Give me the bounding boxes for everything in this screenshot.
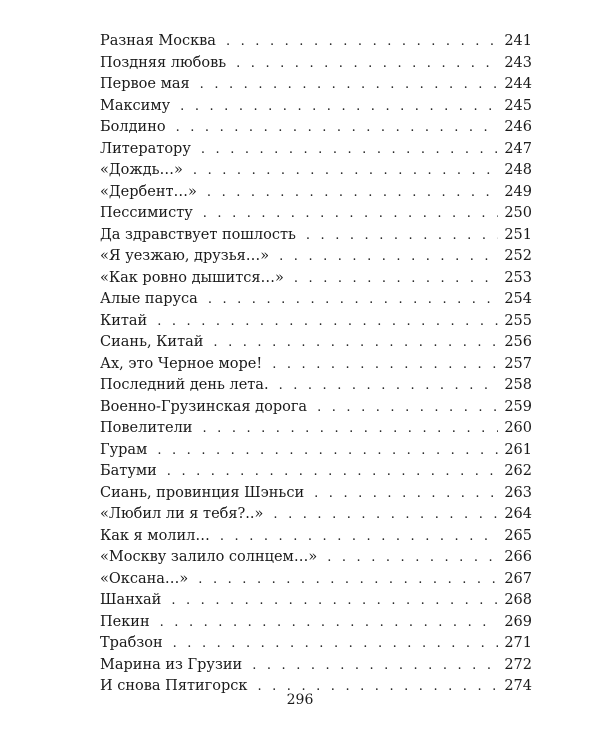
toc-entry-page-number: 264 bbox=[504, 506, 532, 522]
dot-leader bbox=[193, 160, 498, 182]
toc-entry-title: «Дождь…» bbox=[100, 162, 183, 178]
toc-entry-title: Батуми bbox=[100, 463, 157, 479]
toc-entry[interactable] bbox=[100, 483, 532, 505]
toc-entry-title: Марина из Грузии bbox=[100, 656, 243, 673]
toc-entry-page-number: 266 bbox=[504, 549, 532, 565]
toc-entry-page-number: 268 bbox=[504, 592, 532, 608]
toc-entry-title: Повелители bbox=[100, 420, 193, 436]
toc-entry[interactable] bbox=[100, 504, 532, 526]
toc-entry[interactable] bbox=[100, 289, 532, 311]
dot-leader bbox=[317, 397, 498, 419]
toc-entry[interactable] bbox=[100, 526, 532, 548]
toc-entry[interactable] bbox=[100, 397, 532, 419]
dot-leader bbox=[207, 182, 498, 204]
toc-entry[interactable] bbox=[100, 375, 532, 397]
toc-entry-page-number: 248 bbox=[504, 162, 532, 178]
toc-entry[interactable] bbox=[100, 225, 532, 247]
dot-leader bbox=[160, 612, 499, 634]
toc-entry-page-number: 263 bbox=[504, 484, 532, 501]
dot-leader bbox=[279, 246, 498, 268]
toc-entry-title: Как я молил… bbox=[100, 527, 210, 544]
toc-entry-title: «Москву залило солнцем…» bbox=[100, 549, 318, 565]
dot-leader bbox=[202, 418, 498, 440]
toc-entry-page-number: 245 bbox=[504, 97, 532, 114]
toc-entry-page-number: 258 bbox=[504, 377, 532, 393]
toc-entry[interactable] bbox=[100, 569, 532, 591]
toc-entry-title: Первое мая bbox=[100, 76, 190, 92]
toc-entry-title: Пекин bbox=[100, 613, 150, 630]
toc-entry-page-number: 255 bbox=[504, 312, 532, 329]
toc-entry-title: Ах, это Черное море! bbox=[100, 355, 263, 372]
toc-entry-page-number: 246 bbox=[504, 119, 532, 135]
toc-entry-page-number: 272 bbox=[504, 656, 532, 673]
dot-leader bbox=[200, 74, 499, 96]
toc-entry-title: «Любил ли я тебя?..» bbox=[100, 506, 264, 522]
dot-leader bbox=[208, 289, 499, 311]
toc-entry[interactable] bbox=[100, 203, 532, 225]
toc-entry[interactable] bbox=[100, 354, 532, 376]
toc-entry-title: Сиань, провинция Шэньси bbox=[100, 484, 305, 501]
toc-entry[interactable] bbox=[100, 418, 532, 440]
toc-entry-page-number: 254 bbox=[504, 291, 532, 307]
dot-leader bbox=[327, 547, 498, 569]
toc-entry-page-number: 269 bbox=[504, 613, 532, 630]
toc-entry[interactable] bbox=[100, 590, 532, 612]
toc-entry[interactable] bbox=[100, 139, 532, 161]
toc-entry-title: Поздняя любовь bbox=[100, 54, 227, 71]
toc-entry-page-number: 253 bbox=[504, 269, 532, 286]
toc-entry-page-number: 247 bbox=[504, 140, 532, 157]
page-number: 296 bbox=[286, 692, 314, 708]
toc-entry[interactable] bbox=[100, 332, 532, 354]
dot-leader bbox=[273, 504, 498, 526]
dot-leader bbox=[173, 633, 499, 655]
dot-leader bbox=[213, 332, 498, 354]
toc-entry[interactable] bbox=[100, 440, 532, 462]
toc-entry[interactable] bbox=[100, 246, 532, 268]
dot-leader bbox=[272, 354, 498, 376]
toc-entry-page-number: 260 bbox=[504, 420, 532, 436]
dot-leader bbox=[201, 139, 498, 161]
toc-entry[interactable] bbox=[100, 182, 532, 204]
toc-entry-title: Шанхай bbox=[100, 592, 162, 608]
dot-leader bbox=[294, 268, 498, 290]
toc-entry[interactable] bbox=[100, 655, 532, 677]
dot-leader bbox=[279, 375, 499, 397]
toc-entry[interactable] bbox=[100, 612, 532, 634]
dot-leader bbox=[252, 655, 498, 677]
toc-entry-title: Болдино bbox=[100, 119, 166, 135]
toc-entry-title: Алые паруса bbox=[100, 291, 198, 307]
toc-entry-title: Военно-Грузинская дорога bbox=[100, 398, 308, 415]
toc-entry-title: Последний день лета. bbox=[100, 377, 269, 393]
toc-entry[interactable] bbox=[100, 160, 532, 182]
toc-entry[interactable] bbox=[100, 461, 532, 483]
toc-entry-page-number: 252 bbox=[504, 248, 532, 264]
toc-entry-title: Литератору bbox=[100, 140, 191, 157]
dot-leader bbox=[157, 440, 498, 462]
toc-entry-title: Сиань, Китай bbox=[100, 334, 204, 350]
toc-entry[interactable] bbox=[100, 547, 532, 569]
toc-entry-page-number: 250 bbox=[504, 205, 532, 221]
table-of-contents bbox=[100, 31, 532, 698]
toc-entry-page-number: 256 bbox=[504, 334, 532, 350]
toc-entry-page-number: 257 bbox=[504, 355, 532, 372]
dot-leader bbox=[180, 96, 498, 118]
dot-leader bbox=[157, 311, 498, 333]
dot-leader bbox=[203, 203, 499, 225]
dot-leader bbox=[167, 461, 499, 483]
toc-entry-title: Пессимисту bbox=[100, 205, 193, 221]
dot-leader bbox=[306, 225, 498, 247]
toc-entry-title: «Дербент…» bbox=[100, 183, 197, 200]
toc-entry[interactable] bbox=[100, 268, 532, 290]
toc-entry-page-number: 251 bbox=[504, 226, 532, 243]
dot-leader bbox=[220, 526, 498, 548]
toc-entry-page-number: 267 bbox=[504, 570, 532, 587]
toc-entry-page-number: 265 bbox=[504, 527, 532, 544]
dot-leader bbox=[176, 117, 499, 139]
dot-leader bbox=[236, 53, 498, 75]
toc-entry-page-number: 274 bbox=[504, 678, 532, 694]
toc-entry-title: «Оксана…» bbox=[100, 570, 189, 587]
toc-entry-title: Трабзон bbox=[100, 635, 163, 651]
dot-leader bbox=[226, 31, 498, 53]
toc-entry-page-number: 243 bbox=[504, 54, 532, 71]
toc-entry-title: Да здравствует пошлость bbox=[100, 226, 296, 243]
toc-entry-page-number: 261 bbox=[504, 441, 532, 458]
toc-entry-page-number: 262 bbox=[504, 463, 532, 479]
toc-entry-title: «Я уезжаю, друзья…» bbox=[100, 248, 270, 264]
toc-entry-title: И снова Пятигорск bbox=[100, 678, 248, 694]
toc-entry-title: Гурам bbox=[100, 441, 148, 458]
dot-leader bbox=[198, 569, 498, 591]
toc-entry-page-number: 244 bbox=[504, 76, 532, 92]
toc-entry-title: Максиму bbox=[100, 97, 171, 114]
dot-leader bbox=[314, 483, 498, 505]
toc-entry[interactable] bbox=[100, 117, 532, 139]
toc-entry-title: Китай bbox=[100, 312, 148, 329]
toc-entry[interactable] bbox=[100, 74, 532, 96]
toc-entry[interactable] bbox=[100, 633, 532, 655]
toc-entry-page-number: 241 bbox=[504, 33, 532, 49]
toc-entry[interactable] bbox=[100, 311, 532, 333]
toc-entry-title: «Как ровно дышится…» bbox=[100, 269, 284, 286]
dot-leader bbox=[171, 590, 498, 612]
toc-entry[interactable] bbox=[100, 96, 532, 118]
toc-entry[interactable] bbox=[100, 31, 532, 53]
toc-entry[interactable] bbox=[100, 53, 532, 75]
toc-entry-page-number: 259 bbox=[504, 398, 532, 415]
toc-entry-page-number: 249 bbox=[504, 183, 532, 200]
toc-entry-page-number: 271 bbox=[504, 635, 532, 651]
toc-entry-title: Разная Москва bbox=[100, 33, 216, 49]
